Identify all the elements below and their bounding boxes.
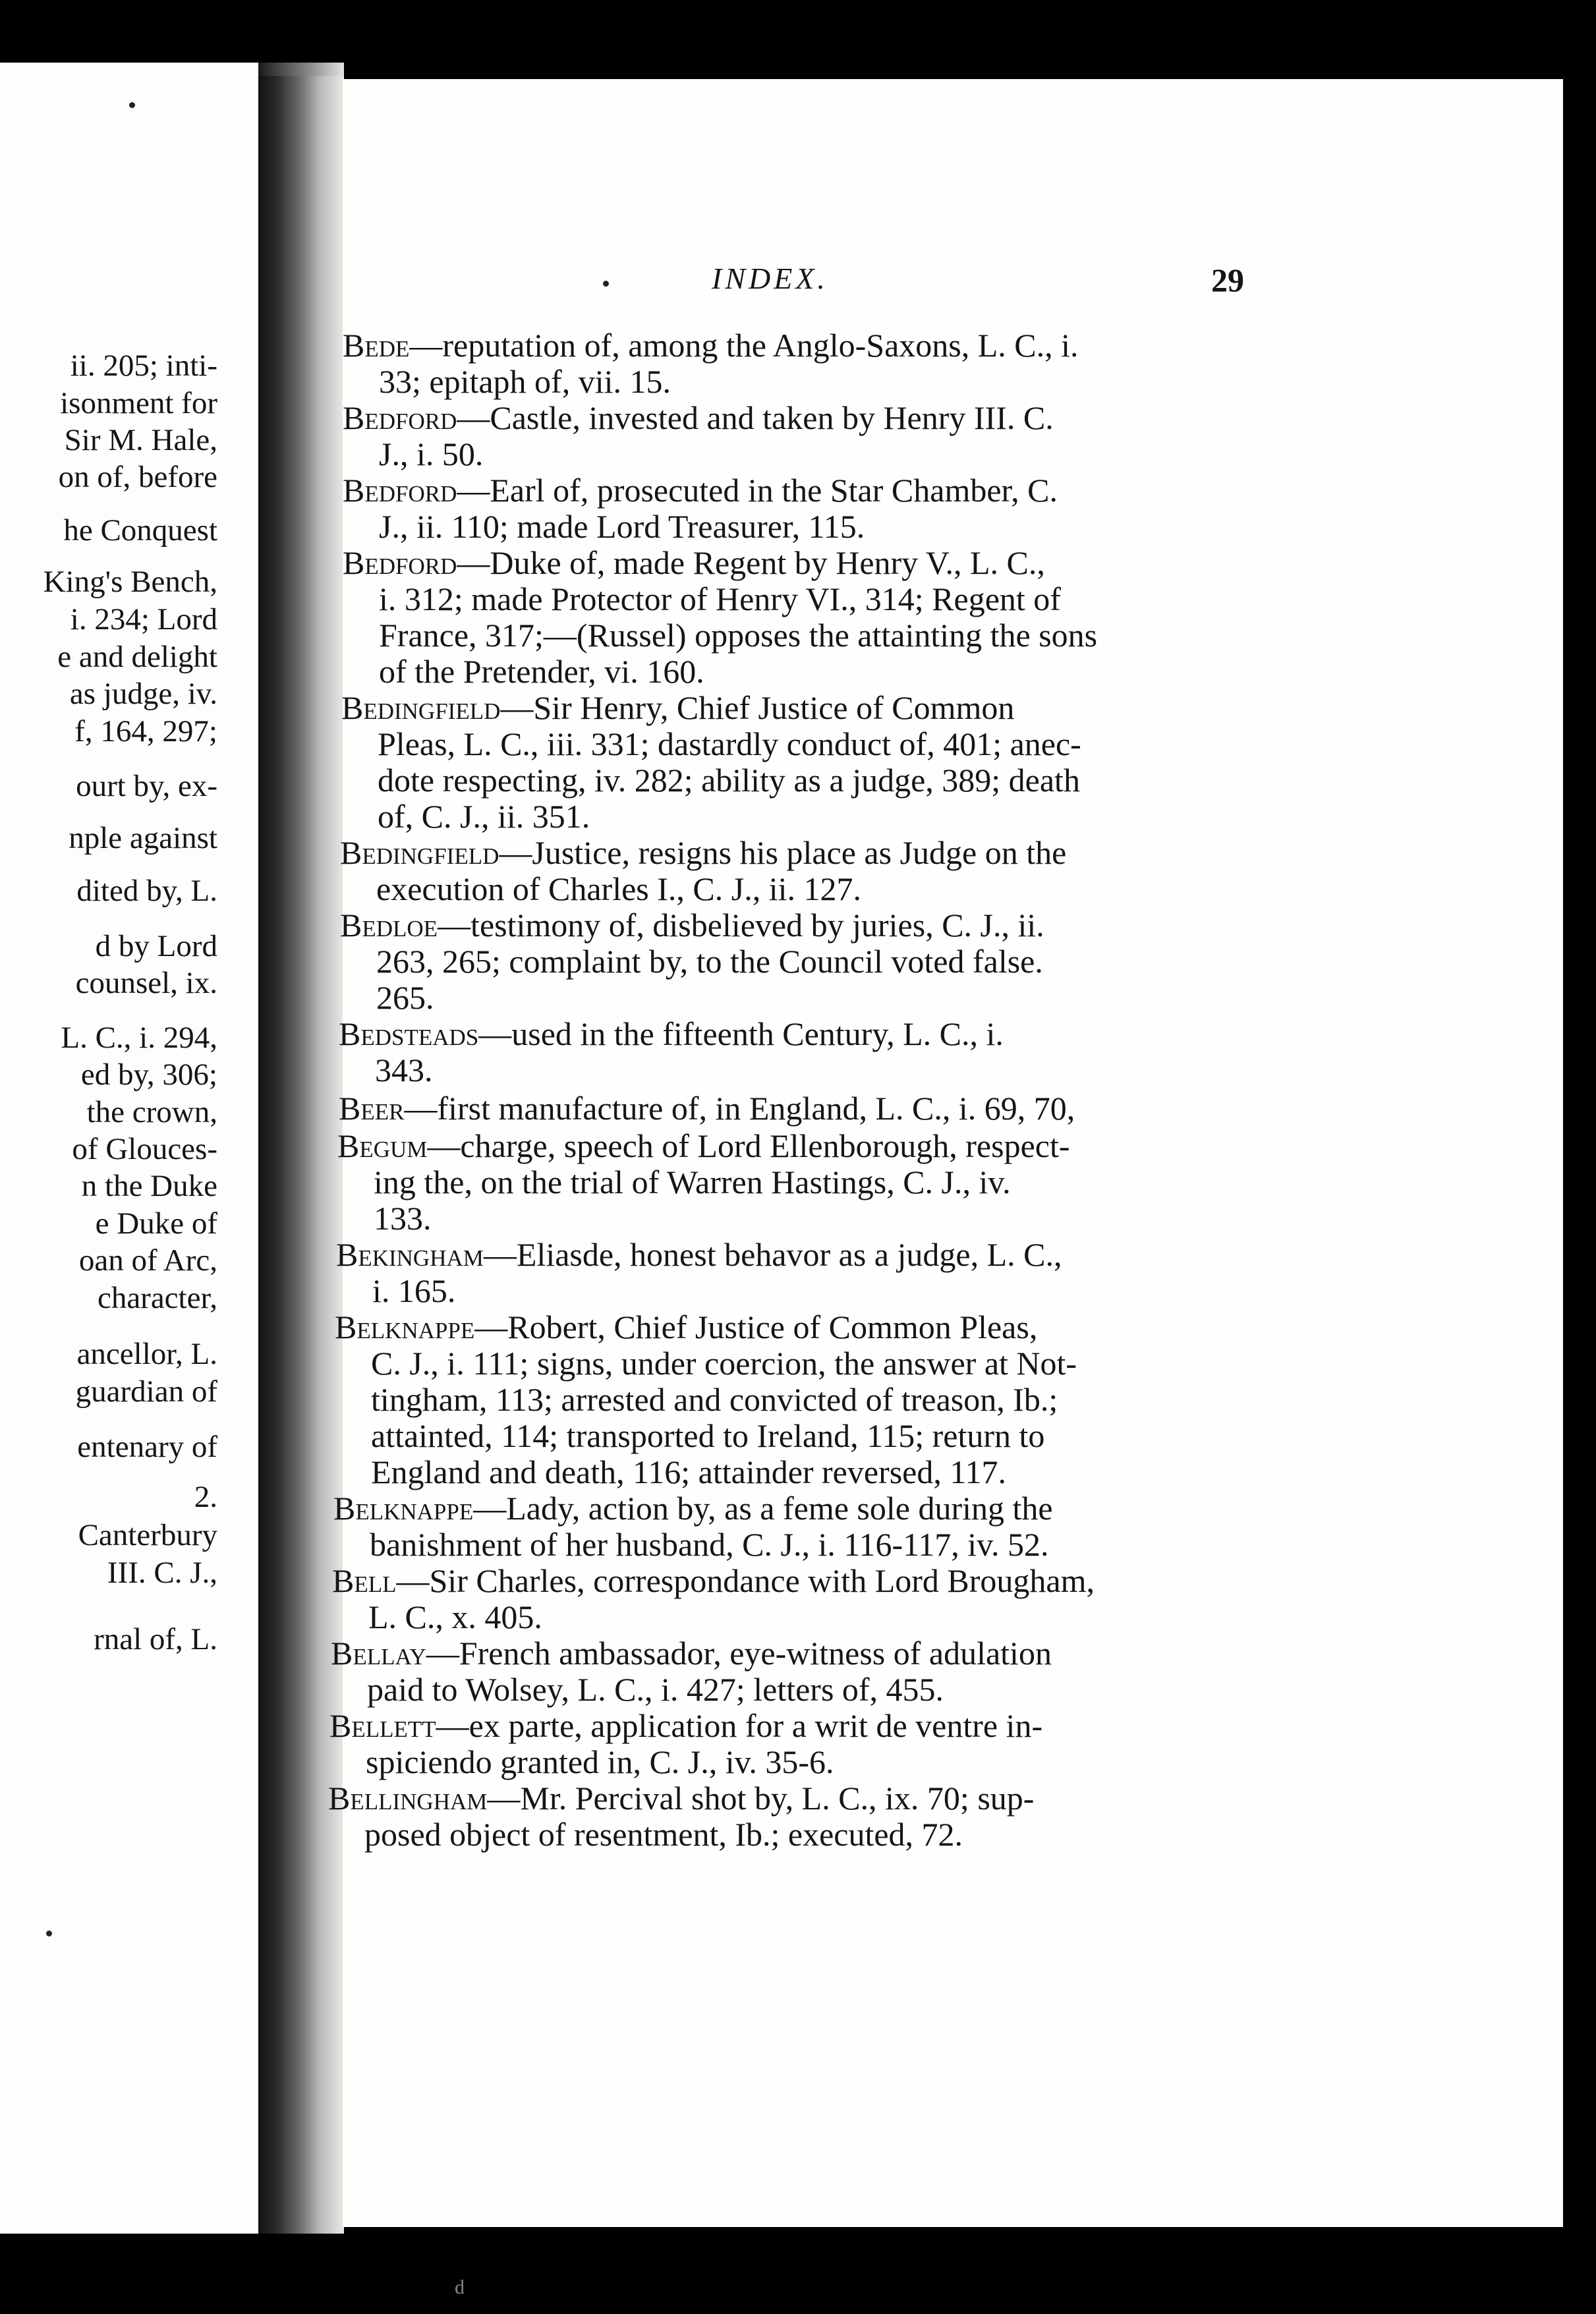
index-headword: Bede (343, 327, 410, 364)
index-entry (333, 1489, 1053, 1527)
previous-page-line: Sir M. Hale, (64, 423, 217, 457)
index-entry-continuation (371, 1344, 1077, 1382)
previous-page-line: ourt by, ex- (76, 769, 217, 803)
page-header (343, 256, 1563, 302)
index-entry-text: 133. (374, 1200, 432, 1237)
index-entry-text: C. J., i. 111; signs, under coercion, the answer at Not- (371, 1345, 1077, 1382)
previous-page-line: ancellor, L. (76, 1337, 217, 1371)
index-entry-text: of the Pretender, vi. 160. (379, 653, 704, 690)
index-headword: Bedford (343, 399, 457, 436)
index-entry-continuation (379, 616, 1097, 654)
index-entry-text: —Castle, invested and taken by Henry III. C. (457, 399, 1054, 436)
index-entry (329, 1707, 1042, 1745)
index-headword: Bedsteads (339, 1015, 479, 1052)
index-entry (343, 471, 1058, 509)
book-gutter (258, 76, 344, 2234)
running-title: INDEX. (712, 262, 828, 295)
index-entry-continuation (367, 1670, 944, 1708)
index-headword: Bedloe (340, 907, 438, 944)
index-entry-text: attainted, 114; transported to Ireland, 115; return to (371, 1417, 1045, 1454)
index-headword: Bedingfield (341, 689, 501, 726)
index-entry-text: —Robert, Chief Justice of Common Pleas, (474, 1309, 1038, 1345)
index-entry-text: L. C., x. 405. (368, 1598, 542, 1635)
index-entry (336, 1235, 1062, 1274)
index-headword: Bekingham (336, 1236, 484, 1273)
index-entry (343, 326, 1079, 364)
index-entry-text: 33; epitaph of, vii. 15. (379, 363, 671, 400)
previous-page-line: he Conquest (63, 513, 217, 548)
index-headword: Belknappe (335, 1309, 475, 1345)
page-number: 29 (1211, 262, 1244, 298)
previous-page-line: 2. (194, 1480, 217, 1514)
index-headword: Bedford (343, 544, 457, 581)
scan-mark: d (455, 2276, 465, 2298)
previous-page-line: f, 164, 297; (74, 714, 217, 748)
index-entry-text: —ex parte, application for a writ de ventre in- (436, 1707, 1043, 1744)
index-entry-text: 265. (376, 979, 434, 1016)
index-entry-text: banishment of her husband, C. J., i. 116-117, iv. 52. (370, 1526, 1049, 1563)
previous-page-line: Canterbury (78, 1518, 217, 1552)
previous-page-line: entenary of (77, 1430, 217, 1464)
index-entry-continuation (375, 1051, 433, 1089)
previous-page-line: the crown, (86, 1095, 217, 1129)
index-entry-text: posed object of resentment, Ib.; executed, 72. (364, 1816, 963, 1853)
previous-page-line: d by Lord (95, 929, 217, 963)
previous-page-line: nple against (69, 821, 217, 855)
index-headword: Beer (339, 1090, 405, 1127)
index-entry-text: paid to Wolsey, L. C., i. 427; letters of, 455. (367, 1671, 944, 1708)
index-page (328, 79, 1563, 2227)
previous-page-line: ed by, 306; (80, 1058, 217, 1092)
index-entry-continuation (378, 725, 1081, 763)
index-entry-text: —French ambassador, eye-witness of adulation (426, 1635, 1052, 1672)
index-entry-text: —testimony of, disbelieved by juries, C. J., ii. (438, 907, 1044, 944)
previous-page-line: counsel, ix. (75, 966, 217, 1000)
index-headword: Bedingfield (340, 834, 499, 871)
index-entry-continuation (371, 1417, 1044, 1455)
previous-page-line: of Glouces- (72, 1132, 217, 1166)
index-entry-text: of, C. J., ii. 351. (378, 798, 590, 835)
index-headword: Bellay (331, 1635, 426, 1672)
index-entry-continuation (370, 1525, 1048, 1564)
index-headword: Bellingham (328, 1780, 488, 1817)
index-entry-text: —Eliasde, honest behavor as a judge, L. C., (483, 1236, 1062, 1273)
index-entry-text: ing the, on the trial of Warren Hastings, C. J., iv. (374, 1164, 1011, 1200)
previous-page (0, 63, 258, 2234)
index-entry (340, 906, 1044, 944)
index-entry (340, 833, 1066, 872)
index-headword: Bell (332, 1562, 397, 1599)
index-entry (341, 689, 1014, 727)
previous-page-line: rnal of, L. (94, 1622, 217, 1656)
previous-page-line: III. C. J., (107, 1556, 217, 1590)
header-dot (603, 281, 609, 287)
previous-page-line: n the Duke (81, 1169, 217, 1203)
index-entry-text: 343. (375, 1052, 433, 1088)
index-entry-continuation (376, 870, 861, 908)
index-entry-continuation (374, 1199, 432, 1237)
index-headword: Belknappe (333, 1490, 474, 1527)
page-speck (46, 1931, 52, 1936)
index-entry-text: spiciendo granted in, C. J., iv. 35-6. (366, 1743, 834, 1780)
index-entry-continuation (379, 362, 671, 401)
index-entry (343, 544, 1045, 582)
previous-page-line: e Duke of (95, 1206, 217, 1241)
index-headword: Bellett (329, 1707, 436, 1744)
index-entry-continuation (372, 1272, 455, 1310)
index-entry-continuation (376, 978, 434, 1017)
previous-page-line: King's Bench, (43, 565, 217, 599)
index-entry (328, 1779, 1034, 1817)
index-entry-continuation (371, 1453, 1006, 1491)
index-entry-text: i. 312; made Protector of Henry VI., 314; Regent of (379, 580, 1061, 617)
index-entry-continuation (364, 1815, 963, 1853)
index-entry-continuation (378, 797, 590, 835)
index-entry-continuation (376, 942, 1043, 980)
index-entry (339, 1015, 1004, 1053)
index-entry-text: tingham, 113; arrested and convicted of treason, Ib.; (371, 1381, 1058, 1418)
previous-page-line: e and delight (57, 640, 217, 674)
index-entry-continuation (366, 1743, 834, 1781)
index-entry (339, 1089, 1075, 1127)
index-entry-continuation (371, 1380, 1058, 1419)
index-entry-text: France, 317;—(Russel) opposes the attainting the sons (379, 617, 1098, 654)
previous-page-line: i. 234; Lord (70, 602, 217, 636)
previous-page-line: dited by, L. (76, 874, 217, 908)
index-entry-text: 263, 265; complaint by, to the Council voted false. (376, 943, 1043, 980)
index-entry-text: execution of Charles I., C. J., ii. 127. (376, 870, 861, 907)
page-speck (129, 102, 135, 108)
index-entry-text: J., i. 50. (379, 436, 484, 472)
index-entry-text: Pleas, L. C., iii. 331; dastardly conduct of, 401; anec- (378, 725, 1081, 762)
index-entry-continuation (379, 580, 1061, 618)
index-entry-text: —Sir Charles, correspondance with Lord Brougham, (396, 1562, 1095, 1599)
index-entry-text: —Mr. Percival shot by, L. C., ix. 70; sup- (487, 1780, 1035, 1817)
index-entry-continuation (379, 652, 704, 691)
previous-page-line: ii. 205; inti- (70, 349, 217, 383)
index-entry (335, 1308, 1037, 1346)
index-entry-text: —Sir Henry, Chief Justice of Common (500, 689, 1015, 726)
index-headword: Bedford (343, 472, 457, 509)
previous-page-line: L. C., i. 294, (61, 1021, 217, 1055)
index-entry-text: —Justice, resigns his place as Judge on the (499, 834, 1067, 871)
index-entry-text: dote respecting, iv. 282; ability as a judge, 389; death (378, 762, 1080, 799)
previous-page-line: guardian of (75, 1374, 217, 1409)
index-headword: Begum (337, 1127, 428, 1164)
index-entry (332, 1562, 1095, 1600)
previous-page-line: as judge, iv. (69, 677, 217, 711)
index-entry-continuation (379, 507, 865, 546)
index-entry-text: —used in the fifteenth Century, L. C., i. (478, 1015, 1004, 1052)
index-entry-text: J., ii. 110; made Lord Treasurer, 115. (379, 508, 865, 545)
index-entry-text: —first manufacture of, in England, L. C., i. 69, 70, (404, 1090, 1075, 1127)
previous-page-line: on of, before (58, 460, 217, 494)
index-entry-text: —Duke of, made Regent by Henry V., L. C., (457, 544, 1045, 581)
index-entry-text: England and death, 116; attainder reversed, 117. (371, 1453, 1007, 1490)
previous-page-line: oan of Arc, (78, 1243, 217, 1278)
index-entry-text: —Lady, action by, as a feme sole during the (473, 1490, 1053, 1527)
index-entry-continuation (379, 435, 483, 473)
index-entry-text: —charge, speech of Lord Ellenborough, respect- (427, 1127, 1070, 1164)
previous-page-line: isonment for (60, 386, 217, 420)
index-entry-continuation (374, 1163, 1011, 1201)
index-entry (343, 399, 1054, 437)
index-entry-text: —reputation of, among the Anglo-Saxons, L. C., i. (409, 327, 1079, 364)
index-entry-text: i. 165. (372, 1272, 456, 1309)
index-entry (331, 1634, 1052, 1672)
index-entry-continuation (378, 761, 1080, 799)
index-entry-text: —Earl of, prosecuted in the Star Chamber, C. (457, 472, 1058, 509)
index-entry (337, 1127, 1070, 1165)
index-entry-continuation (368, 1598, 542, 1636)
previous-page-line: character, (97, 1281, 217, 1315)
